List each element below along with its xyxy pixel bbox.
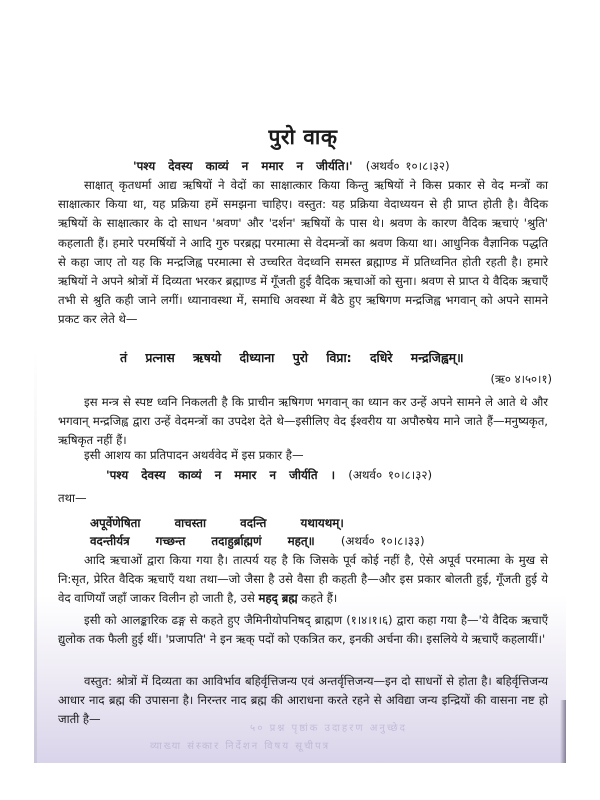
atharva-verse-33-ref: (अथर्व० १०।८।३३) (340, 534, 425, 548)
paragraph-5 (58, 611, 548, 649)
atharva-verse-repeat (106, 466, 432, 485)
atharva-verse-repeat-text: 'पश्य देवस्य काव्यं न ममार न जीर्यति । (106, 468, 336, 482)
paragraph-1-text: साक्षात् कृतधर्मा आद्य ऋषियों ने वेदों का साक्षात्कार किया किन्तु ऋषियों ने किस प्रकार से वेद मन्त्रों का साक्षात्कार किया था, यह प्रक्रिया हमें समझना चाहिए। वस्तुत: यह प्रक्रिया वेदाध्ययन से ही प्राप्त होती है। वैदिक ऋषियों के साक्षात्कार के दो साधन 'श्रवण' और 'दर्शन' ऋषियों के पास थे। श्रवण के कारण वैदिक ऋचाएं 'श्रुति' कहलाती हैं। हमारे परमर्षियों ने आदि गुरु परब्रह्म परमात्मा से वेदमन्त्रों का श्रवण किया था। आधुनिक वैज्ञानिक पद्धति से कहा जाए तो यह कि मन्द्रजिह्व परमात्मा से उच्चरित वेदध्वनि समस्त ब्रह्माण्ड में प्रतिध्वनित होती रहती है। हमारे ऋषियों ने अपने श्रोत्रों में दिव्यता भरकर ब्रह्माण्ड में गूँजती हुई वैदिक ऋचाओं को सुना। श्रवण से प्राप्त ये वैदिक ऋचाएँ तभी से श्रुति कही जाने लगीं। ध्यानावस्था में, समाधि अवस्था में बैठे हुए ऋषिगण मन्द्रजिह्व भगवान् को अपने सामने प्रकट कर लेते थे— (58, 178, 548, 327)
paragraph-6 (58, 672, 548, 730)
paragraph-4-tail: कहते हैं। (301, 591, 338, 606)
atharva-verse-33-line2-text: वदन्तीर्यत्र गच्छन्त तदाहुर्ब्राह्मणं महत्॥ (90, 534, 315, 548)
bleed-through-text-1: ५० प्रश्न पृष्ठांक उदाहरण अनुच्छेद (250, 723, 407, 734)
page-edge-shadow-left (34, 350, 37, 763)
page-edge-shadow-right (560, 700, 566, 763)
paragraph-4-text: आदि ऋचाओं द्वारा किया गया है। तात्पर्य यह है कि जिसके पूर्व कोई नहीं है, ऐसे अपूर्व परमात्मा के मुख से नि:सृत, प्रेरित वैदिक ऋचाएँ यथा तथा—जो जैसा है उसे वैसा ही कहती है—और इस प्रकार बोलती हुई, गूँजती हुई ये वेद वाणियाँ जहाँ जाकर विलीन हो जाती है, उसे (58, 553, 548, 606)
connector-tatha: तथा— (58, 491, 87, 505)
epigraph (133, 157, 450, 176)
paragraph-2-text: इस मन्त्र से स्पष्ट ध्वनि निकलती है कि प्राचीन ऋषिगण भगवान् का ध्यान कर उन्हें अपने सामने ले आते थे और भगवान् मन्द्रजिह्व द्वारा उन्हें वेदमन्त्रों का उपदेश देते थे—इसीलिए वेद ईश्वरीय या अपौरुषेय माने जाते हैं—मनुष्यकृत, ऋषिकृत नहीं हैं। (58, 395, 548, 448)
paragraph-1 (58, 176, 548, 330)
paragraph-2 (58, 393, 548, 451)
paragraph-4 (58, 551, 548, 609)
epigraph-ref: (अथर्व० १०।८।३२) (365, 159, 450, 173)
atharva-verse-33-line2 (90, 532, 425, 551)
atharva-verse-repeat-ref: (अथर्व० १०।८।३२) (348, 468, 433, 482)
epigraph-text: 'पश्य देवस्य काव्यं न ममार न जीर्यति।' (133, 159, 353, 173)
rig-verse-ref: (ऋ० ४।५०।१) (490, 372, 552, 386)
paragraph-5-text: इसी को आलङ्कारिक ढङ्ग से कहते हुए जैमिनीयोपनिषद् ब्राह्मण (१।४।१।६) द्वारा कहा गया है—'ये वैदिक ऋचाएँ द्युलोक तक फैली हुई थीं। 'प्रजापति' ने इन ऋक् पदों को एकत्रित कर, इनकी अर्चना की। इसलिये ये ऋचाएँ कहलायीं।' (58, 613, 548, 647)
paragraph-3: इसी आशय का प्रतिपादन अथर्ववेद में इस प्रकार है— (84, 448, 304, 462)
paragraph-4-emphasis: महद् ब्रह्म (258, 591, 298, 606)
page-title: पुरो वाक् (268, 125, 338, 149)
bleed-through-text-2: व्याख्या संस्कार निर्देशन विषय सूचीपत्र (150, 741, 331, 752)
rig-verse: तं प्रत्नास ऋषयो दीध्याना पुरो विप्रा: दधिरे मन्द्रजिह्वम्॥ (120, 350, 464, 365)
atharva-verse-33-line1: अपूर्वेणेषिता वाचस्ता वदन्ति यथायथम्। (90, 516, 344, 530)
paragraph-6-text: वस्तुत: श्रोत्रों में दिव्यता का आविर्भाव बहिर्वृत्तिजन्य एवं अन्तर्वृत्तिजन्य—इन दो साधनों से होता है। बहिर्वृत्तिजन्य आधार नाद ब्रह्म की उपासना है। निरन्तर नाद ब्रह्म की आराधना करते रहने से अविद्या जन्य इन्द्रियों की वासना नष्ट हो जाती है— (58, 674, 548, 727)
